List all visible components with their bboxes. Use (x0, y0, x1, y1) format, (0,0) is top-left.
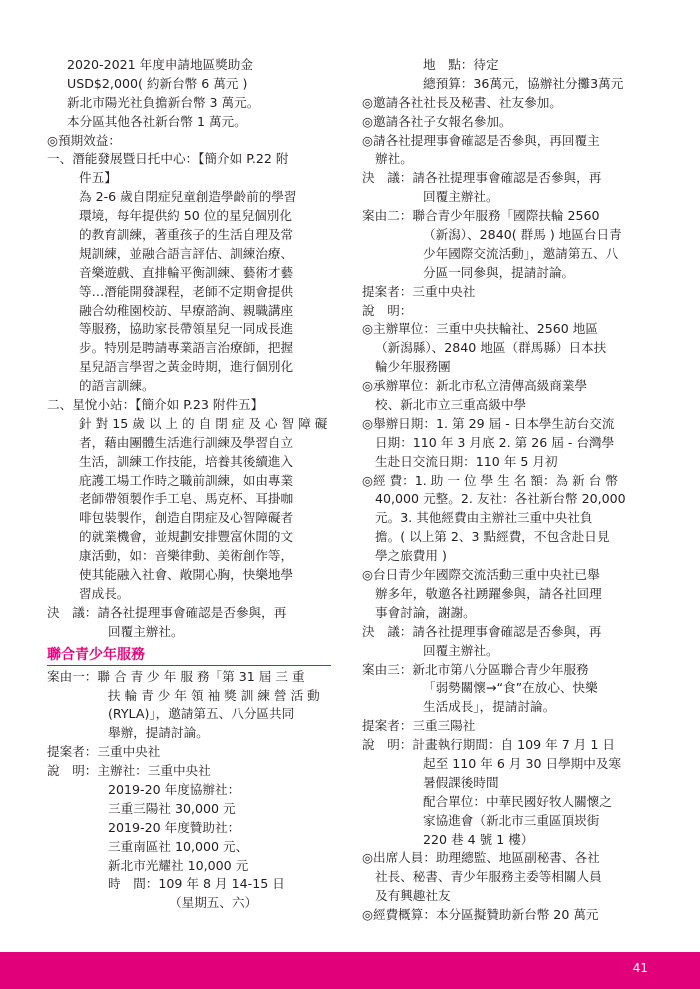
text-line: 輪少年服務團 (375, 359, 451, 375)
text-line: 音樂遊戲、直排輪平衡訓練、藝術才藝 (79, 264, 294, 280)
text-line: ◎主辦單位：三重中央扶輪社、2560 地區 (362, 321, 598, 337)
text-line: ◎邀請各社社長及秘書、社友參加。 (362, 94, 562, 110)
text-line: 等…潛能開發課程，老師不定期會提供 (79, 283, 294, 299)
text-line: 決 議：請各社提理事會確認是否參與，再 (362, 170, 602, 186)
text-line: 提案者：三重中央社 (362, 283, 476, 299)
text-line: ◎舉辦日期：1. 第 29 屆 - 日本學生訪台交流 (362, 415, 615, 431)
text-line: 的教育訓練，著重孩子的生活自理及常 (79, 227, 294, 243)
text-line: （新潟縣）、2840 地區（群馬縣）日本扶 (375, 340, 607, 356)
text-line: 一、潛能發展暨日托中心：【簡介如 P.22 附 (47, 151, 289, 167)
text-line: 提案者：三重中央社 (47, 744, 161, 760)
text-line: 說 明： (362, 302, 413, 318)
text-line: 決 議：請各社提理事會確認是否參與，再 (47, 604, 287, 620)
text-line: 事會討論，謝謝。 (375, 604, 476, 620)
text-line: 提案者：三重三陽社 (362, 718, 476, 734)
text-line: 三重南區社 10,000 元、 (108, 838, 249, 854)
text-line: 本分區其他各社新台幣 1 萬元。 (67, 113, 247, 129)
text-line: 家協進會（新北市三重區頂崁街 (423, 812, 600, 828)
text-line: ◎台日青少年國際交流活動三重中央社已舉 (362, 567, 600, 583)
right-column-text (362, 56, 657, 925)
text-line: 老師帶領製作手工皂、馬克杯、耳掛咖 (79, 491, 294, 507)
text-line: 回覆主辦社。 (108, 623, 184, 639)
text-line: 步。特別是聘請專業語言治療師，把握 (79, 340, 294, 356)
text-line: ◎經費概算：本分區擬贊助新台幣 20 萬元 (362, 907, 599, 923)
text-line: 決 議：請各社提理事會確認是否參與，再 (362, 623, 602, 639)
text-line: 回覆主辦社。 (423, 642, 499, 658)
text-line: 及有興趣社友 (375, 888, 451, 904)
text-line: 使其能融入社會、敞開心胸，快樂地學 (79, 567, 294, 583)
left-column (47, 56, 340, 913)
left-column-text-bottom (47, 668, 340, 914)
section-title-rule (47, 665, 331, 666)
text-line: 扶 輪 青 少 年 領 袖 獎 訓 練 營 活 動 (108, 687, 320, 703)
text-line: 為 2-6 歲自閉症兒童創造學齡前的學習 (79, 189, 297, 205)
text-line: 說 明：主辦社：三重中央社 (47, 763, 211, 779)
text-line: ◎出席人員：助理總監、地區副秘書、各社 (362, 850, 600, 866)
text-line: 康活動，如：音樂律動、美術創作等， (79, 548, 294, 564)
text-line: 者，藉由團體生活進行訓練及學習自立 (79, 434, 294, 450)
text-line: 庇護工場工作時之職前訓練，如由專業 (79, 472, 294, 488)
text-line: 新北市光耀社 10,000 元 (108, 857, 249, 873)
text-line: 2020-2021 年度申請地區獎助金 (67, 57, 253, 72)
text-line: 案由一：聯 合 青 少 年 服 務「第 31 屆 三 重 (47, 668, 305, 684)
text-line: 生活，訓練工作技能，培養其後續進入 (79, 453, 294, 469)
text-line: 地 點：待定 (423, 57, 499, 72)
text-line: 學之旅費用 ) (375, 548, 447, 564)
text-line: 說 明：計畫執行期間：自 109 年 7 月 1 日 (362, 737, 615, 753)
text-line: 案由二：聯合青少年服務「國際扶輪 2560 (362, 208, 600, 224)
text-line: 「弱勢關懷→“食”在放心、快樂 (423, 680, 598, 696)
left-column-text-top (47, 56, 340, 642)
text-line: 件五】 (79, 170, 117, 186)
text-line: 辦多年，敬邀各社踴躍參與，請各社回理 (375, 585, 602, 601)
text-line: ◎承辦單位：新北市私立清傳高級商業學 (362, 378, 588, 394)
text-line: 配合單位：中華民國好牧人關懷之 (423, 793, 612, 809)
text-line: 總預算：36萬元，協辦社分攤3萬元 (423, 75, 624, 91)
page-number: 41 (632, 961, 648, 975)
text-line: 分區一同參與，提請討論。 (423, 264, 575, 280)
text-line: 2019-20 年度贊助社： (108, 819, 241, 835)
text-line: 規訓練，並融合語言評估、訓練治療、 (79, 245, 294, 261)
text-line: 少年國際交流活動」，邀請第五、八 (423, 245, 619, 261)
text-line: 生活成長」，提請討論。 (423, 699, 556, 715)
text-line: (RYLA)」，邀請第五、八分區共同 (108, 706, 295, 722)
text-line: （新潟）、2840( 群馬 ) 地區台日青 (423, 227, 622, 243)
text-line: 起至 110 年 6 月 30 日學期中及寒 (423, 755, 622, 771)
text-line: 辦社。 (375, 151, 413, 167)
text-line: 220 巷 4 號 1 樓） (423, 831, 534, 847)
text-line: 生赴日交流日期：110 年 5 月初 (375, 453, 558, 469)
section-title: 聯合青少年服務 (47, 646, 145, 663)
footer-bar (0, 952, 700, 989)
text-line: 元。3. 其他經費由主辦社三重中央社負 (375, 510, 593, 526)
text-line: 回覆主辦社。 (423, 189, 499, 205)
text-line: 暑假課後時間 (423, 774, 499, 790)
text-line: 二、星悅小站：【簡介如 P.23 附件五】 (47, 397, 264, 413)
text-line: 舉辦，提請討論。 (108, 725, 209, 741)
text-line: ◎經 費：1. 助 一 位 學 生 名 額：為 新 台 幣 (362, 472, 618, 488)
text-line: 等服務，協助家長帶領星兒一同成長進 (79, 321, 294, 337)
text-line: 40,000 元整。2. 友社：各社新台幣 20,000 (375, 491, 626, 507)
text-line: 2019-20 年度協辦社： (108, 781, 241, 797)
text-line: 校、新北市立三重高級中學 (375, 397, 527, 413)
text-line: 針 對 15 歲 以 上 的 自 閉 症 及 心 智 障 礙 (79, 415, 328, 431)
text-line: 案由三：新北市第八分區聯合青少年服務 (362, 661, 589, 677)
text-line: 日期：110 年 3 月底 2. 第 26 屆 - 台灣學 (375, 434, 615, 450)
text-line: 新北市陽光社負擔新台幣 3 萬元。 (67, 94, 260, 110)
text-line: USD$2,000( 約新台幣 6 萬元 ) (67, 75, 248, 91)
text-line: ◎請各社提理事會確認是否參與，再回覆主 (362, 132, 600, 148)
text-line: （星期五、六） (169, 895, 258, 911)
text-line: 啡包裝製作，創造自閉症及心智障礙者 (79, 510, 294, 526)
text-line: 的語言訓練。 (79, 378, 155, 394)
text-line: 擔。( 以上第 2、3 點經費，不包含赴日見 (375, 529, 610, 545)
text-line: 星兒語言學習之黃金時期，進行個別化 (79, 359, 294, 375)
text-line: 時 間：109 年 8 月 14-15 日 (108, 876, 285, 892)
text-line: 習成長。 (79, 585, 130, 601)
text-line: ◎預期效益： (47, 132, 121, 148)
right-column (362, 56, 657, 925)
text-line: 三重三陽社 30,000 元 (108, 800, 236, 816)
text-line: ◎邀請各社子女報名參加。 (362, 113, 512, 129)
text-line: 環境，每年提供約 50 位的星兒個別化 (79, 208, 292, 224)
text-line: 的就業機會，並規劃安排豐富休閒的文 (79, 529, 294, 545)
text-line: 社長、秘書、青少年服務主委等相關人員 (375, 869, 602, 885)
text-line: 融合幼稚園校訪、早療諮詢、親職講座 (79, 302, 294, 318)
